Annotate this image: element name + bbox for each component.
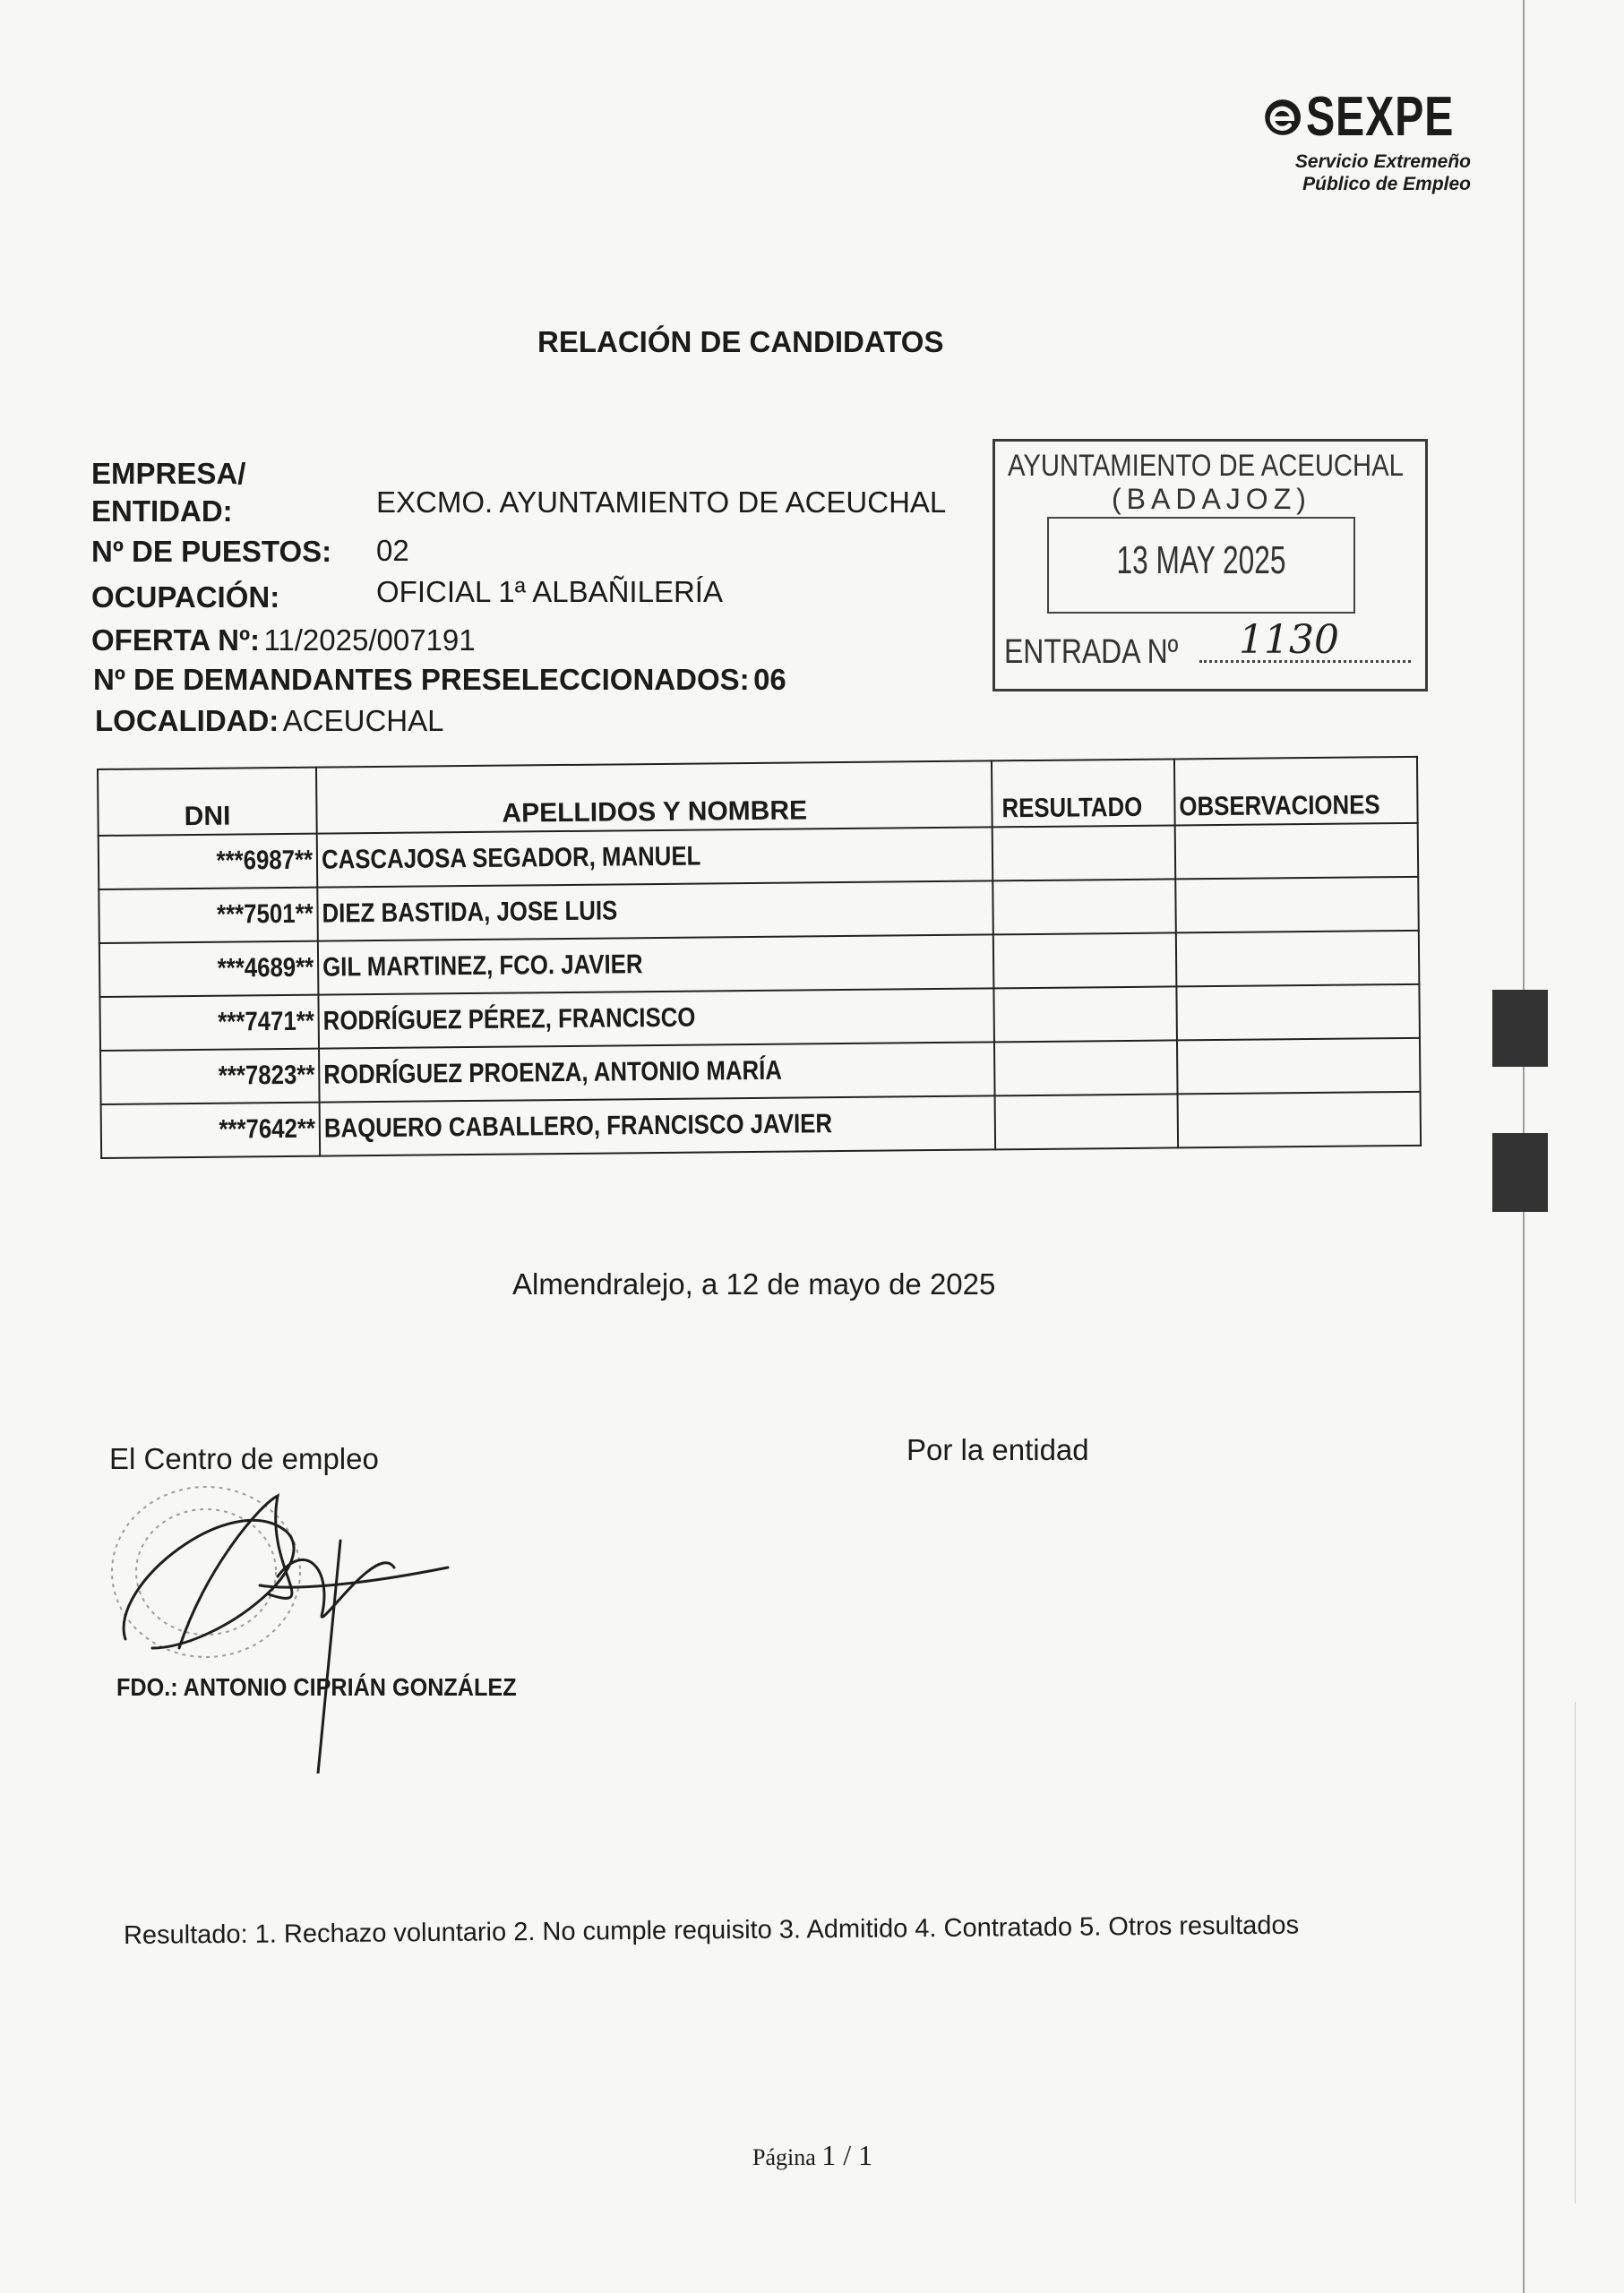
- column-header-resultado: [992, 759, 1175, 827]
- dni-cell: [101, 1103, 321, 1158]
- resultado-cell: [994, 986, 1177, 1042]
- stamp-title: AYUNTAMIENTO DE ACEUCHAL: [1008, 449, 1404, 483]
- column-header-name: APELLIDOS Y NOMBRE: [316, 760, 992, 833]
- page-edge-line: [1575, 1702, 1576, 2203]
- empresa-value: EXCMO. AYUNTAMIENTO DE ACEUCHAL: [376, 485, 947, 519]
- puestos-label: Nº DE PUESTOS:: [91, 535, 332, 568]
- result-legend: Resultado: 1. Rechazo voluntario 2. No cumple requisito 3. Admitido 4. Contratado 5. Otros resultados: [123, 1911, 1300, 1950]
- name-cell-text: DIEZ BASTIDA, JOSE LUIS: [322, 896, 618, 929]
- stamp-date: 13 MAY 2025: [1116, 538, 1286, 582]
- localidad-label: LOCALIDAD:: [95, 704, 279, 737]
- resultado-cell: [993, 932, 1176, 988]
- dni-cell-text: ***7642**: [219, 1113, 316, 1145]
- signature-and-seal: [54, 1433, 484, 1773]
- dni-cell: [99, 995, 319, 1051]
- localidad-field: [95, 704, 443, 738]
- demandantes-value: 06: [753, 663, 786, 696]
- stamp-date-box: [1047, 517, 1355, 614]
- resultado-cell: [995, 1094, 1178, 1149]
- dni-cell: [99, 888, 318, 943]
- table-row: [101, 1092, 1422, 1158]
- localidad-value: ACEUCHAL: [282, 704, 444, 737]
- dni-cell-text: ***4689**: [217, 952, 314, 983]
- scan-mark: [1492, 1133, 1548, 1212]
- sexpe-logo: [1263, 85, 1496, 195]
- observaciones-cell: [1176, 877, 1419, 933]
- dni-cell-text: ***7501**: [216, 898, 314, 930]
- observaciones-cell: [1176, 931, 1419, 987]
- puestos-value: 02: [376, 534, 409, 567]
- dni-cell: [100, 1049, 320, 1104]
- column-header-resultado-text: RESULTADO: [1001, 792, 1143, 824]
- resultado-cell: [993, 879, 1176, 934]
- por-la-entidad-label: Por la entidad: [907, 1433, 1089, 1466]
- logo-subtitle-line: Público de Empleo: [1302, 174, 1471, 194]
- place-date: Almendralejo, a 12 de mayo de 2025: [512, 1267, 996, 1301]
- centro-empleo-label: El Centro de empleo: [109, 1442, 379, 1475]
- dni-cell-text: ***7823**: [218, 1060, 315, 1091]
- ocupacion-value: OFICIAL 1ª ALBAÑILERÍA: [376, 575, 723, 608]
- name-cell-text: RODRÍGUEZ PROENZA, ANTONIO MARÍA: [323, 1055, 783, 1090]
- observaciones-cell: [1177, 1038, 1420, 1095]
- stamp-entry-label: ENTRADA Nº: [1004, 633, 1179, 671]
- oferta-value: 11/2025/007191: [263, 623, 476, 657]
- name-cell: [317, 880, 993, 940]
- entidad-label: ENTIDAD:: [91, 494, 233, 528]
- column-header-observaciones-text: OBSERVACIONES: [1179, 790, 1381, 822]
- dni-cell: [99, 834, 318, 889]
- logo-name: SEXPE: [1306, 86, 1455, 148]
- name-cell: [318, 934, 994, 994]
- name-cell-text: CASCAJOSA SEGADOR, MANUEL: [321, 841, 701, 875]
- sexpe-logo-icon: [1263, 90, 1302, 144]
- name-cell-text: BAQUERO CABALLERO, FRANCISCO JAVIER: [323, 1109, 833, 1144]
- candidates-table: [97, 756, 1422, 1159]
- name-cell: [318, 988, 994, 1048]
- document-title: RELACIÓN DE CANDIDATOS: [537, 325, 944, 358]
- logo-subtitle-line: Servicio Extremeño: [1294, 151, 1471, 172]
- signatory-name: FDO.: ANTONIO CIPRIÁN GONZÁLEZ: [116, 1673, 517, 1701]
- dni-cell: [99, 941, 319, 997]
- registry-stamp: [992, 439, 1428, 691]
- observaciones-cell: [1175, 823, 1418, 880]
- name-cell: [320, 1095, 996, 1155]
- oferta-label: OFERTA Nº:: [91, 623, 261, 657]
- resultado-cell: [992, 825, 1175, 880]
- ocupacion-label: OCUPACIÓN:: [91, 580, 280, 614]
- observaciones-cell: [1177, 984, 1420, 1041]
- empresa-label: EMPRESA/: [91, 457, 246, 490]
- table-header-row: [98, 757, 1418, 836]
- column-header-observaciones: [1174, 757, 1417, 826]
- column-header-dni: DNI: [98, 768, 317, 836]
- page-number-value: 1 / 1: [821, 2139, 873, 2171]
- demandantes-label: Nº DE DEMANDANTES PRESELECCIONADOS:: [93, 663, 750, 696]
- resultado-cell: [994, 1040, 1177, 1095]
- name-cell-text: GIL MARTINEZ, FCO. JAVIER: [322, 949, 643, 983]
- page-number: [752, 2139, 872, 2172]
- demandantes-field: [93, 663, 786, 697]
- dni-cell-text: ***6987**: [216, 845, 314, 876]
- name-cell: [319, 1042, 995, 1102]
- dni-cell-text: ***7471**: [218, 1006, 314, 1037]
- name-cell: [317, 827, 993, 887]
- name-cell-text: RODRÍGUEZ PÉREZ, FRANCISCO: [322, 1002, 696, 1036]
- page-label: Página: [752, 2144, 816, 2170]
- oferta-field: [91, 623, 476, 657]
- logo-subtitle: [1263, 150, 1471, 195]
- observaciones-cell: [1178, 1092, 1421, 1148]
- scan-mark: [1492, 990, 1548, 1067]
- stamp-province: (BADAJOZ): [1112, 483, 1311, 515]
- stamp-entry-number: 1130: [1239, 617, 1339, 663]
